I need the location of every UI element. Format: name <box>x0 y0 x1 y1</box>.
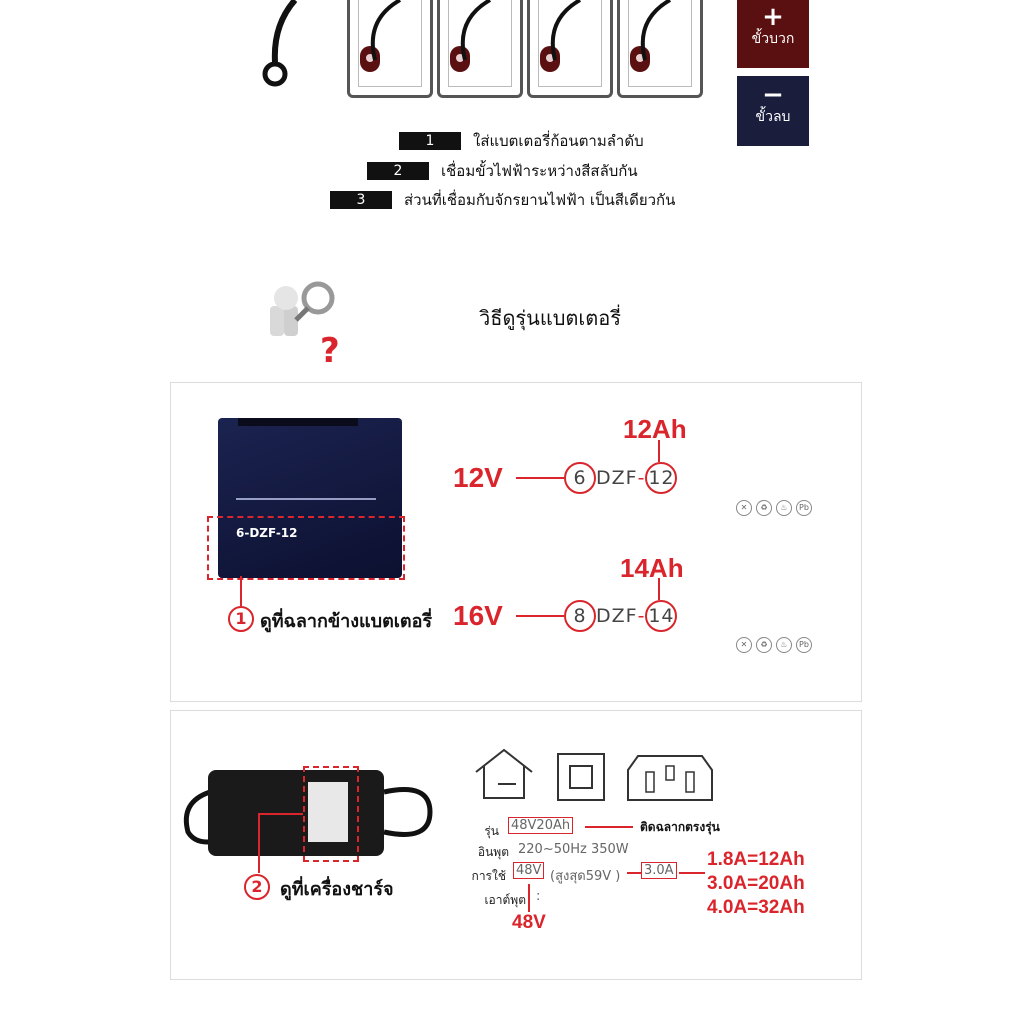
callout-line <box>258 813 303 815</box>
spec-outport-label: เอาต์พุต <box>484 893 526 907</box>
positive-pole-box <box>737 0 809 68</box>
current-map-item: 4.0A=32Ah <box>707 897 805 918</box>
step-number: 3 <box>330 191 392 209</box>
step-number: 1 <box>399 132 461 150</box>
step-text: ใส่แบตเตอรี่ก้อนตามลำดับ <box>473 132 644 150</box>
callout-line <box>679 872 705 874</box>
current-capacity-map <box>707 848 805 920</box>
step-3 <box>330 189 675 211</box>
recycle-icon: ✕ <box>736 637 752 653</box>
capacity-14ah: 14Ah <box>620 553 684 583</box>
minus-icon: − <box>762 80 784 110</box>
negative-label: ขั้วลบ <box>755 109 791 125</box>
positive-label: ขั้วบวก <box>751 31 795 47</box>
capacity-circle: 14 <box>645 600 677 632</box>
caption-number-2: 2 <box>244 874 270 900</box>
callout-line <box>585 826 633 828</box>
plus-icon: + <box>762 2 784 32</box>
negative-pole-box <box>737 76 809 146</box>
spec-output-value: 48V <box>513 863 544 878</box>
step-1 <box>399 130 644 152</box>
spec-current-value: 3.0A <box>641 863 677 878</box>
recycle-icon: ✕ <box>736 500 752 516</box>
battery-model-label: 6-DZF-12 <box>236 526 298 540</box>
section-title: วิธีดูรุ่นแบตเตอรี่ <box>479 306 621 330</box>
step-2 <box>367 160 638 182</box>
recycle-icon: ♻ <box>756 637 772 653</box>
caption-number-1: 1 <box>228 606 254 632</box>
spec-model-label: รุ่น <box>484 824 499 838</box>
voltage-12v: 12V <box>453 462 503 493</box>
spec-model-note: ติดฉลากตรงรุ่น <box>640 820 720 834</box>
connector-line <box>516 477 564 479</box>
capacity-circle: 12 <box>645 462 677 494</box>
fire-icon: ♨ <box>776 500 792 516</box>
connector-line <box>516 615 564 617</box>
cells-circle: 6 <box>564 462 596 494</box>
voltage-callout-48v: 48V <box>512 912 546 933</box>
safety-icons-row <box>736 500 812 516</box>
pb-icon: Pb <box>796 500 812 516</box>
spec-model-value: 48V20Ah <box>508 818 573 833</box>
spec-input-value: 220~50Hz 350W <box>518 842 629 857</box>
connecting-wires <box>340 0 710 70</box>
ring-terminal-icon <box>255 0 315 95</box>
current-map-item: 1.8A=12Ah <box>707 849 805 870</box>
recycle-icon: ♻ <box>756 500 772 516</box>
svg-text:?: ? <box>320 331 340 366</box>
spec-input-label: อินพุต <box>477 845 509 859</box>
model-code-row2: 8 DZF- 14 <box>564 600 677 632</box>
step-number: 2 <box>367 162 429 180</box>
callout-line <box>258 813 260 873</box>
indoor-use-icon <box>472 746 536 802</box>
battery-caption: ดูที่ฉลากข้างแบตเตอรี่ <box>260 611 433 632</box>
callout-line <box>240 576 242 606</box>
callout-line <box>627 872 641 874</box>
model-mid: DZF <box>596 467 638 489</box>
safety-icons-row <box>736 637 812 653</box>
charger-caption: ดูที่เครื่องชาร์จ <box>280 879 394 900</box>
capacity-12ah: 12Ah <box>623 414 687 444</box>
power-socket-icon <box>624 752 716 804</box>
magnifier-question-icon <box>262 276 352 366</box>
charger-label-highlight <box>303 766 359 862</box>
label-highlight-box <box>207 516 405 580</box>
cells-circle: 8 <box>564 600 596 632</box>
current-map-item: 3.0A=20Ah <box>707 873 805 894</box>
voltage-16v: 16V <box>453 600 503 631</box>
spec-output-max: (สูงสุด59V ) <box>550 869 621 884</box>
model-code-row1: 6 DZF- 12 <box>564 462 677 494</box>
model-mid: DZF <box>596 605 638 627</box>
callout-line <box>528 884 530 912</box>
step-text: เชื่อมขั้วไฟฟ้าระหว่างสีสลับกัน <box>441 162 638 180</box>
step-text: ส่วนที่เชื่อมกับจักรยานไฟฟ้า เป็นสีเดียวกัน <box>404 191 676 209</box>
pb-icon: Pb <box>796 637 812 653</box>
double-insulation-icon <box>556 752 608 802</box>
fire-icon: ♨ <box>776 637 792 653</box>
spec-output-label: การใช้ <box>471 869 506 883</box>
spec-outport-sep: : <box>536 889 541 904</box>
